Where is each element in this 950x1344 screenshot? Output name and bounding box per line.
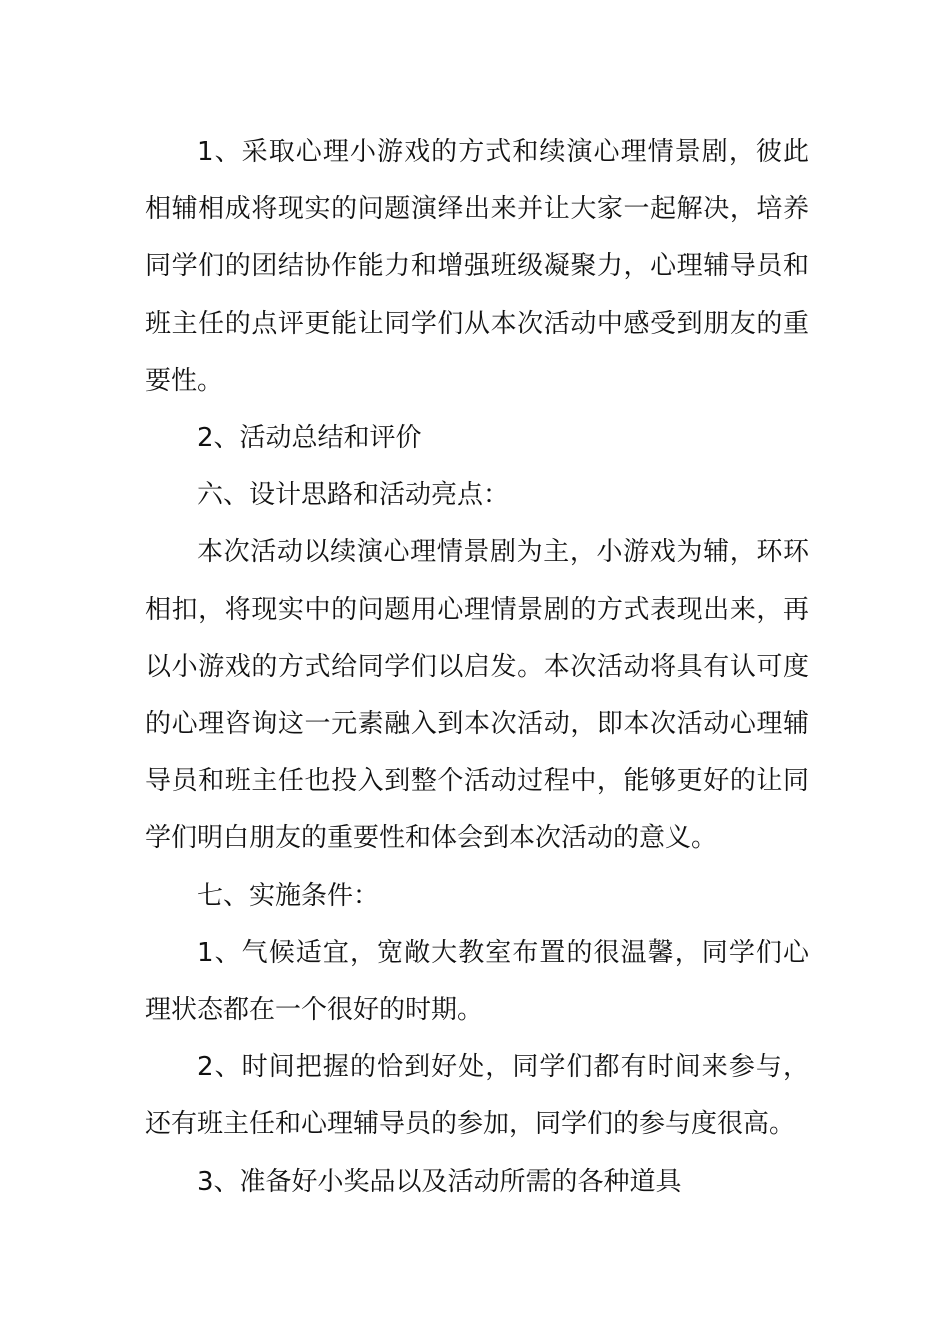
paragraph-summary-evaluation: 2、活动总结和评价: [197, 423, 422, 454]
document-body: [145, 124, 809, 1211]
paragraph-activity-method: 1、采取心理小游戏的方式和续演心理情景剧，彼此相辅相成将现实的问题演绎出来并让大家一起解决，培养同学们的团结协作能力和增强班级凝聚力，心理辅导员和班主任的点评更能让同学们从本次活动中感受到朋友的重要性。: [145, 137, 809, 396]
paragraph-condition-2: 2、时间把握的恰到好处，同学们都有时间来参与，还有班主任和心理辅导员的参加，同学们的参与度很高。: [145, 1052, 809, 1140]
paragraph-condition-3: 3、准备好小奖品以及活动所需的各种道具: [197, 1166, 682, 1197]
heading-implementation-conditions: 七、实施条件：: [197, 880, 380, 911]
paragraph-design-description: 本次活动以续演心理情景剧为主，小游戏为辅，环环相扣，将现实中的问题用心理情景剧的方式表现出来，再以小游戏的方式给同学们以启发。本次活动将具有认可度的心理咨询这一元素融入到本次活动，即本次活动心理辅导员和班主任也投入到整个活动过程中，能够更好的让同学们明白朋友的重要性和体会到本次活动的意义。: [145, 537, 809, 854]
heading-design-highlights: 六、设计思路和活动亮点：: [197, 480, 510, 511]
paragraph-condition-1: 1、气候适宜，宽敞大教室布置的很温馨，同学们心理状态都在一个很好的时期。: [145, 937, 809, 1026]
